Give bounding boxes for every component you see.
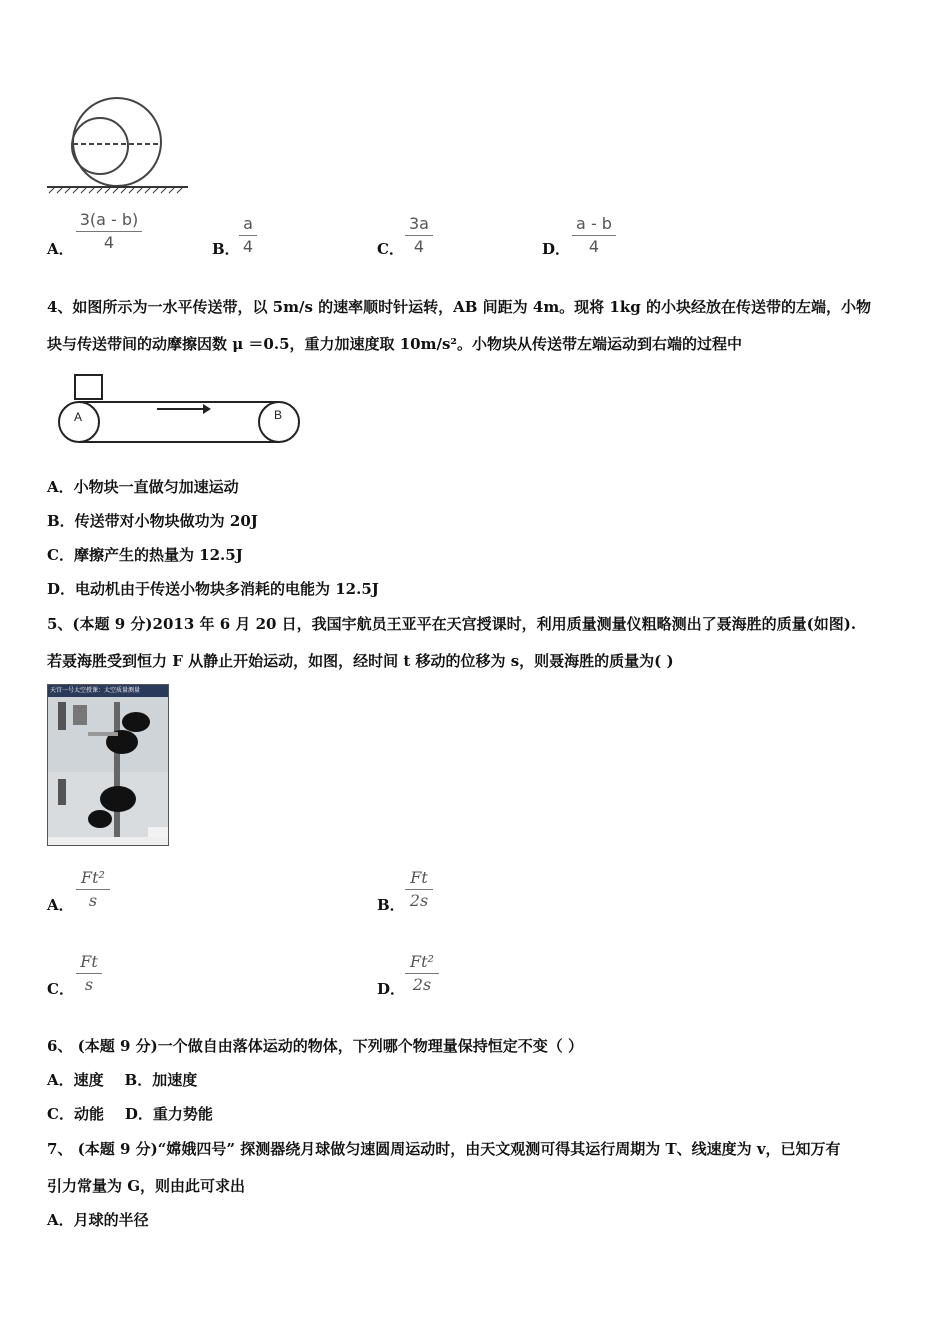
q3-option-a-fraction <box>76 210 142 253</box>
q4-option-c: C．摩擦产生的热量为 12.5J <box>47 546 243 564</box>
q3-option-c-denominator: 4 <box>413 237 425 256</box>
pulley-b-label: B <box>274 408 283 422</box>
q5-option-a-numerator: Ft² <box>81 868 105 887</box>
q3-option-b-denominator: 4 <box>242 237 254 256</box>
q4-stem-line1: 4、如图所示为一水平传送带，以 5m/s 的速率顺时针运转，AB 间距为 4m。现将 1kg 的小块经放在传送带的左端，小物 <box>47 298 871 316</box>
q5-option-c-letter: C． <box>47 980 74 998</box>
q3-option-a-denominator: 4 <box>103 233 115 252</box>
q5-option-a-fraction <box>76 868 110 911</box>
q3-option-c-numerator: 3a <box>409 214 429 233</box>
q3-option-d-letter: D． <box>542 240 571 258</box>
q3-option-b-fraction <box>239 214 257 257</box>
q3-option-d-fraction <box>572 214 616 257</box>
q6-stem: 6、 (本题 9 分)一个做自由落体运动的物体，下列哪个物理量保持恒定不变（ ） <box>47 1037 583 1055</box>
q5-option-a-denominator: s <box>88 891 98 910</box>
q5-option-d-fraction <box>405 952 439 995</box>
q6-options-row2: C．动能 D．重力势能 <box>47 1105 213 1123</box>
q5-option-c-denominator: s <box>84 975 94 994</box>
q3-figure <box>45 96 190 194</box>
q4-option-a: A．小物块一直做匀加速运动 <box>47 478 239 496</box>
q4-stem-line2: 块与传送带间的动摩擦因数 μ ＝0.5，重力加速度取 10m/s²。小物块从传送带左端运动到右端的过程中 <box>47 335 742 353</box>
q3-option-d-numerator: a - b <box>576 214 612 233</box>
q5-option-c-fraction <box>76 952 102 995</box>
q5-option-b-letter: B． <box>377 896 405 914</box>
q3-option-c-letter: C． <box>377 240 404 258</box>
q5-stem-line1: 5、(本题 9 分)2013 年 6 月 20 日，我国宇航员王亚平在天宫授课时，利用质量测量仪粗略测出了聂海胜的质量(如图). <box>47 615 857 633</box>
q5-option-d-numerator: Ft² <box>410 952 434 971</box>
q5-photo-caption: 天宫一号太空授课：太空质量测量 <box>48 685 168 697</box>
q3-option-b-numerator: a <box>243 214 253 233</box>
q3-option-a-letter: A． <box>47 240 74 258</box>
q5-option-d-denominator: 2s <box>412 975 432 994</box>
q5-option-b-denominator: 2s <box>409 891 429 910</box>
q3-option-d-denominator: 4 <box>588 237 600 256</box>
q6-options-row1: A．速度 B．加速度 <box>47 1071 198 1089</box>
q4-option-b: B．传送带对小物块做功为 20J <box>47 512 258 530</box>
q3-option-c-fraction <box>405 214 433 257</box>
q5-stem-line2: 若聂海胜受到恒力 F 从静止开始运动，如图，经时间 t 移动的位移为 s，则聂海胜的质量为( ) <box>47 652 674 670</box>
q5-photo <box>47 684 169 846</box>
pulley-a-label: A <box>74 410 83 424</box>
q5-option-d-letter: D． <box>377 980 406 998</box>
q3-option-b-letter: B． <box>212 240 240 258</box>
q4-option-d: D．电动机由于传送小物块多消耗的电能为 12.5J <box>47 580 379 598</box>
q7-stem-line1: 7、 (本题 9 分)“嫦娥四号” 探测器绕月球做匀速圆周运动时，由天文观测可得其运行周期为 T、线速度为 v，已知万有 <box>47 1140 841 1158</box>
q5-option-a-letter: A． <box>47 896 74 914</box>
conveyor-belt-figure <box>55 372 305 450</box>
q7-stem-line2: 引力常量为 G，则由此可求出 <box>47 1177 246 1195</box>
q7-option-a: A．月球的半径 <box>47 1211 149 1229</box>
q5-option-c-numerator: Ft <box>80 952 98 971</box>
q5-option-b-numerator: Ft <box>410 868 428 887</box>
q5-option-b-fraction <box>405 868 433 911</box>
q3-option-a-numerator: 3(a - b) <box>79 210 139 229</box>
